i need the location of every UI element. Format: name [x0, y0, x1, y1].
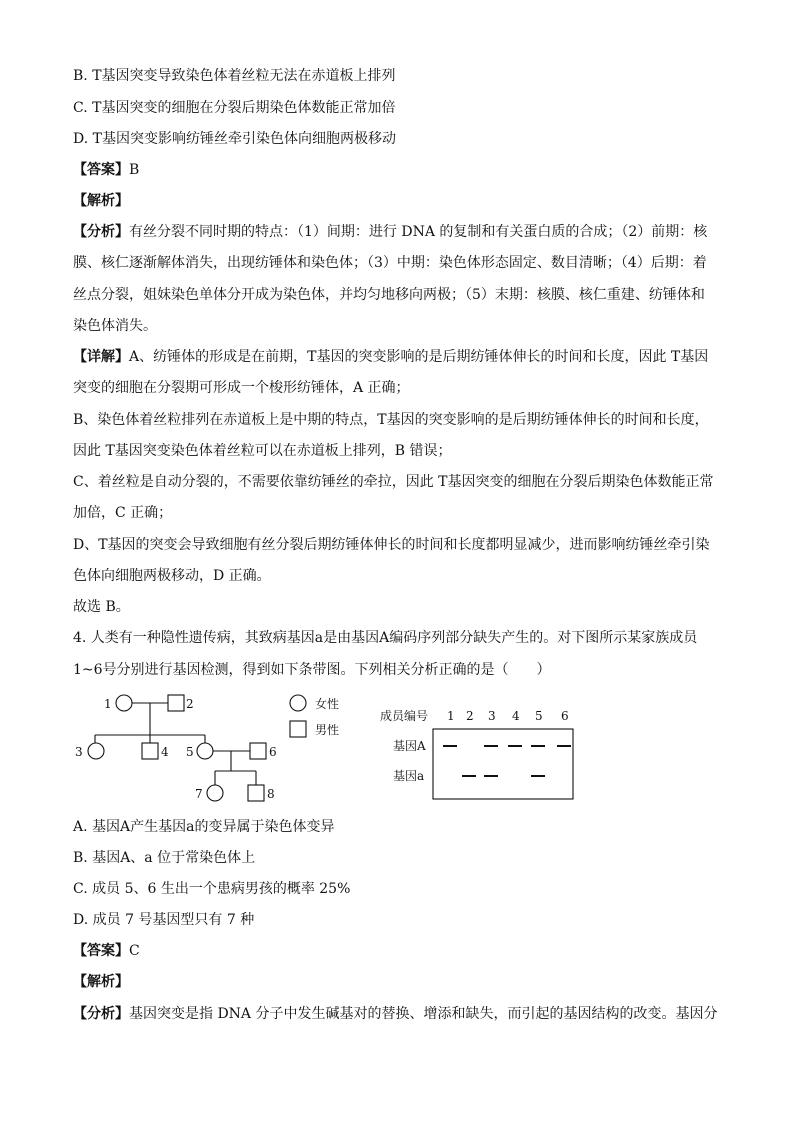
member-8-symbol [248, 785, 264, 801]
member-6-symbol [250, 743, 266, 759]
q3-analysis-title: 【解析】 [73, 193, 129, 209]
member-number-1: 1 [447, 709, 455, 723]
q3-conclusion: 故选 B。 [73, 599, 130, 615]
member-number-4: 4 [512, 709, 520, 723]
q3-option-d: D. T基因突变影响纺锤丝牵引染色体向细胞两极移动 [73, 131, 396, 147]
q3-detail-line: 色体向细胞两极移动，D 正确。 [73, 568, 271, 584]
q4-option-a: A. 基因A产生基因a的变异属于染色体变异 [73, 819, 335, 835]
member-1-symbol [116, 695, 132, 711]
q4-option-d: D. 成员 7 号基因型只有 7 种 [73, 912, 255, 928]
q4-stem: 4. 人类有一种隐性遗传病，其致病基因a是由基因A编码序列部分缺失产生的。对下图所示某家族成员 [73, 630, 698, 646]
q3-detail-line: 突变的细胞在分裂期可形成一个梭形纺锤体，A 正确； [73, 380, 410, 396]
q4-option-c: C. 成员 5、6 生出一个患病男孩的概率 25% [73, 881, 351, 897]
member-5-label: 5 [186, 745, 194, 759]
member-number-2: 2 [466, 709, 474, 723]
pedigree-chart [75, 688, 350, 810]
detail-tag: 【详解】 [73, 349, 129, 365]
member-5-symbol [197, 743, 213, 759]
answer-value: B [129, 162, 140, 178]
q3-analysis-line: 染色体消失。 [73, 318, 157, 334]
q3-answer [73, 160, 139, 180]
q3-detail-line: B、染色体着丝粒排列在赤道板上是中期的特点，T基因的突变影响的是后期纺锤体伸长的时间和长度， [73, 412, 709, 428]
legend-female-symbol [290, 695, 306, 711]
gene-band-chart [375, 704, 585, 800]
answer-tag: 【答案】 [73, 162, 129, 178]
q3-option-c: C. T基因突变的细胞在分裂后期染色体数能正常加倍 [73, 100, 396, 116]
q3-analysis-line: 膜、核仁逐渐解体消失，出现纺锤体和染色体；（3）中期：染色体形态固定、数目清晰；（4）后期：着 [73, 255, 707, 271]
q4-analysis-line: 【分析】基因突变是指 DNA 分子中发生碱基对的替换、增添和缺失，而引起的基因结构的改变。基因分 [73, 1006, 718, 1022]
q4-stem: 1~6号分别进行基因检测，得到如下条带图。下列相关分析正确的是（ ） [73, 662, 551, 678]
member-8-label: 8 [267, 787, 275, 801]
q3-detail-line: 因此 T基因突变染色体着丝粒可以在赤道板上排列，B 错误； [73, 443, 452, 459]
member-1-label: 1 [104, 697, 112, 711]
q3-analysis-line: 丝点分裂，姐妹染色单体分开成为染色体，并均匀地移向两极；（5）末期：核膜、核仁重建、纺锤体和 [73, 287, 705, 303]
answer-value: C [129, 943, 140, 959]
q3-option-b: B. T基因突变导致染色体着丝粒无法在赤道板上排列 [73, 68, 396, 84]
member-4-label: 4 [161, 745, 169, 759]
member-7-symbol [207, 785, 223, 801]
q4-answer [73, 941, 140, 961]
member-3-symbol [88, 743, 104, 759]
member-3-label: 3 [75, 745, 83, 759]
member-2-label: 2 [186, 697, 194, 711]
legend-male-label: 男性 [315, 723, 340, 737]
member-number-6: 6 [561, 709, 569, 723]
member-6-label: 6 [269, 745, 277, 759]
member-number-5: 5 [535, 709, 543, 723]
q3-detail-line: 【详解】A、纺锤体的形成是在前期，T基因的突变影响的是后期纺锤体伸长的时间和长度，因此 T基因 [73, 349, 709, 365]
q3-detail-line: C、着丝粒是自动分裂的，不需要依靠纺锤丝的牵拉，因此 T基因突变的细胞在分裂后期染色体数能正常 [73, 474, 714, 490]
member-4-symbol [142, 743, 158, 759]
q3-detail-line: D、T基因的突变会导致细胞有丝分裂后期纺锤体伸长的时间和长度都明显减少，进而影响纺锤丝牵引染 [73, 537, 710, 553]
member-number-3: 3 [488, 709, 496, 723]
row-label-gene-A: 基因A [393, 739, 426, 753]
q4-analysis-title: 【解析】 [73, 974, 129, 990]
analysis-tag: 【分析】 [73, 224, 129, 240]
legend-female-label: 女性 [315, 697, 340, 711]
member-number-header: 成员编号 [380, 709, 429, 723]
q3-analysis-line: 【分析】有丝分裂不同时期的特点：（1）间期：进行 DNA 的复制和有关蛋白质的合成；（2）前期：核 [73, 224, 708, 240]
analysis-tag: 【分析】 [73, 1006, 129, 1022]
member-7-label: 7 [195, 787, 203, 801]
legend-male-symbol [290, 721, 306, 737]
member-2-symbol [168, 695, 184, 711]
q4-option-b: B. 基因A、a 位于常染色体上 [73, 850, 256, 866]
row-label-gene-a: 基因a [393, 769, 425, 783]
gel-box [433, 729, 573, 799]
q3-detail-line: 加倍，C 正确； [73, 505, 173, 521]
answer-tag: 【答案】 [73, 943, 129, 959]
